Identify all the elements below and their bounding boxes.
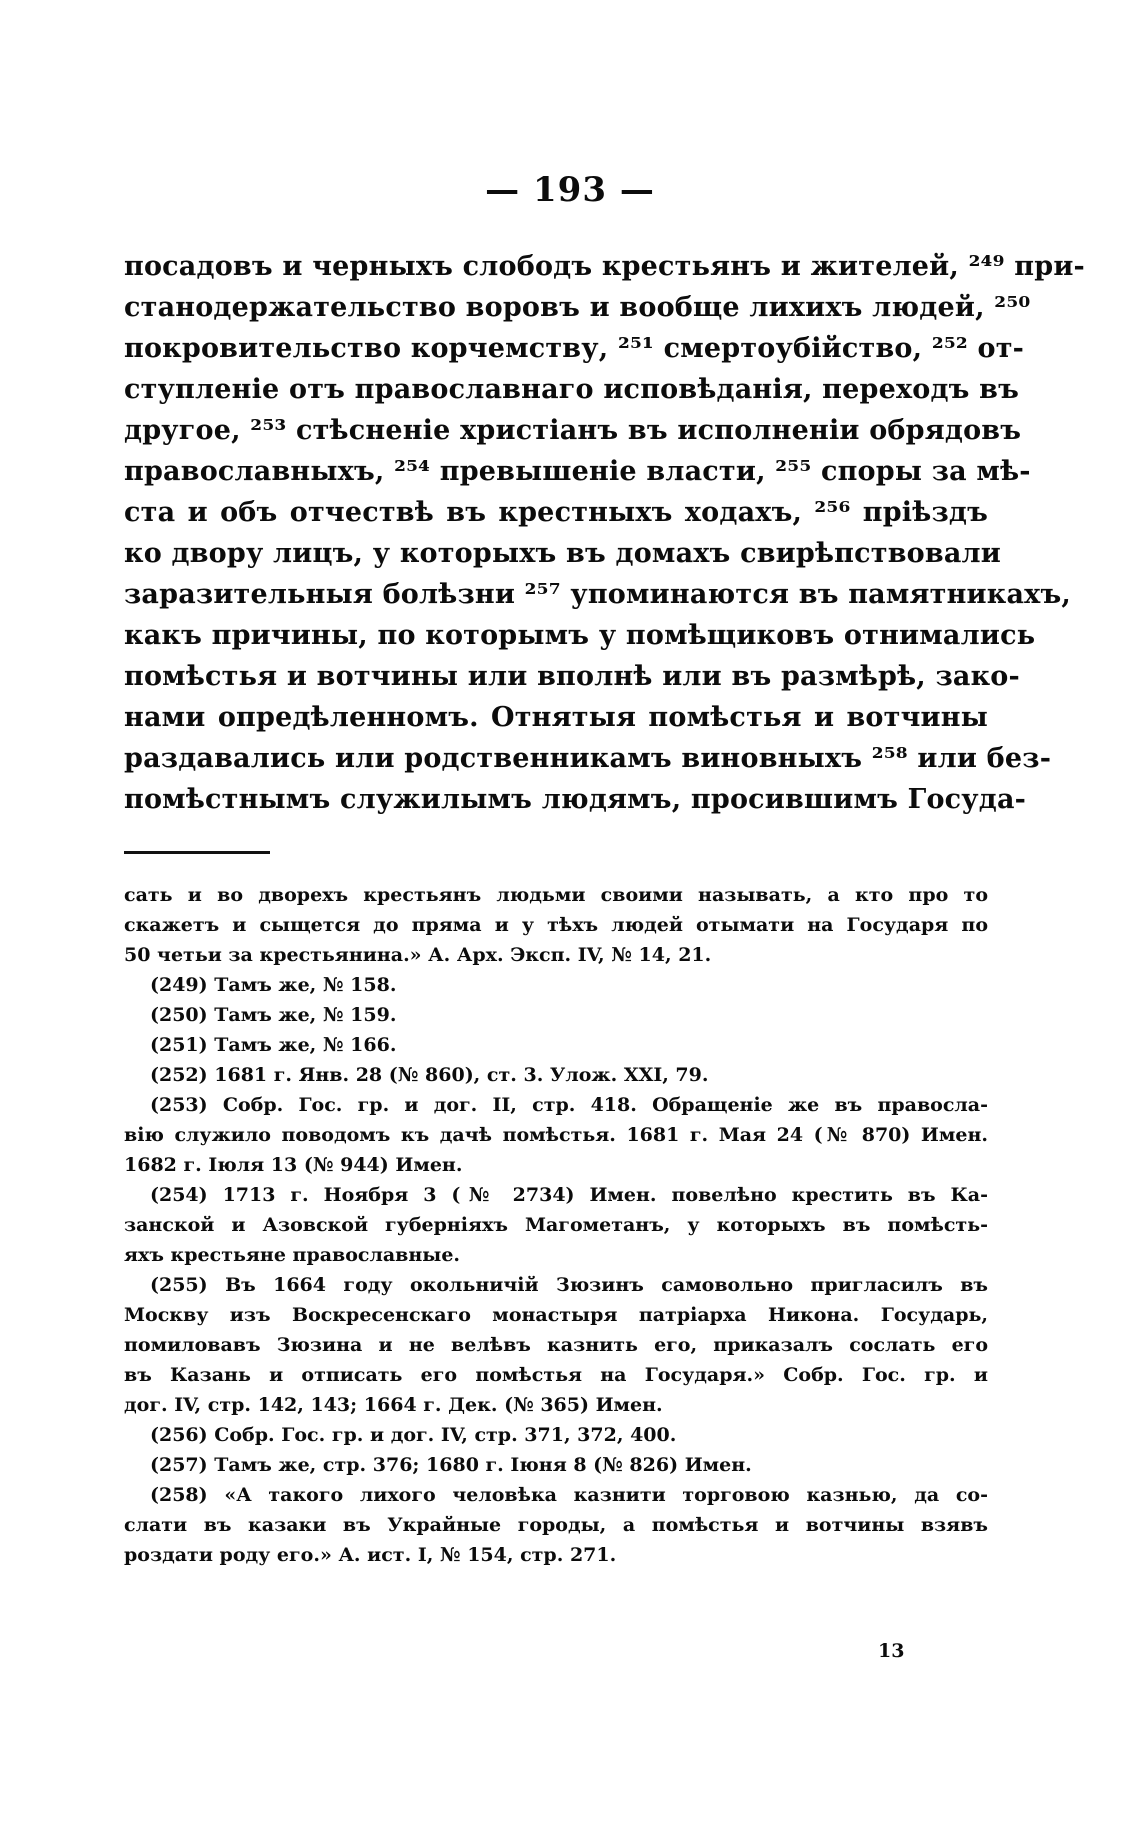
body-line: покровительство корчемству, ²⁵¹ смертоубійство, ²⁵² от- [124, 333, 1025, 364]
footnote-line: слати въ казаки въ Украйные городы, а помѣстья и вотчины взявъ [124, 1514, 988, 1536]
footnote-divider [124, 851, 270, 854]
body-line: посадовъ и черныхъ слободъ крестьянъ и жителей, ²⁴⁹ при- [124, 251, 1085, 282]
footnote-line: дог. IV, стр. 142, 143; 1664 г. Дек. (№ 365) Имен. [124, 1394, 663, 1416]
body-line: православныхъ, ²⁵⁴ превышеніе власти, ²⁵⁵ споры за мѣ- [124, 456, 1031, 487]
footnote-line: (250) Тамъ же, № 159. [150, 1004, 397, 1026]
body-line: помѣстья и вотчины или вполнѣ или въ размѣрѣ, зако- [124, 661, 1020, 692]
body-line: помѣстнымъ служилымъ людямъ, просившимъ Госуда- [124, 784, 1027, 815]
footnote-line: (257) Тамъ же, стр. 376; 1680 г. Іюня 8 (№ 826) Имен. [150, 1454, 752, 1476]
body-line: ко двору лицъ, у которыхъ въ домахъ свирѣпствовали [124, 538, 1001, 569]
footnote-line: 1682 г. Іюля 13 (№ 944) Имен. [124, 1154, 463, 1176]
footnote-line: 50 четьи за крестьянина.» А. Арх. Эксп. IV, № 14, 21. [124, 944, 712, 966]
body-line: ста и объ отчествѣ въ крестныхъ ходахъ, ²⁵⁶ пріѣздъ [124, 497, 988, 528]
footnotes [124, 880, 988, 1570]
body-line: нами опредѣленномъ. Отнятыя помѣстья и вотчины [124, 702, 988, 733]
footnote-line: вію служило поводомъ къ дачѣ помѣстья. 1681 г. Мая 24 (№ 870) Имен. [124, 1124, 988, 1146]
footnote-line: (258) «А такого лихого человѣка казнити торговою казнью, да со- [150, 1484, 988, 1506]
footnote-line: занской и Азовской губерніяхъ Магометанъ, у которыхъ въ помѣсть- [124, 1214, 988, 1236]
footnote-line: яхъ крестьяне православные. [124, 1244, 461, 1266]
footnote-line: въ Казань и отписать его помѣстья на Государя.» Собр. Гос. гр. и [124, 1364, 988, 1386]
body-line: станодержательство воровъ и вообще лихихъ людей, ²⁵⁰ [124, 292, 1031, 323]
footnote-line: (249) Тамъ же, № 158. [150, 974, 397, 996]
footnote-line: Москву изъ Воскресенскаго монастыря патріарха Никона. Государь, [124, 1304, 988, 1326]
footnote-line: (251) Тамъ же, № 166. [150, 1034, 397, 1056]
footnote-line: сать и во дворехъ крестьянъ людьми своими называть, а кто про то [124, 884, 988, 906]
footnote-line: (253) Собр. Гос. гр. и дог. II, стр. 418. Обращеніе же въ правосла- [150, 1094, 988, 1116]
body-line: ступленіе отъ православнаго исповѣданія, переходъ въ [124, 374, 1020, 405]
footnote-line: (255) Въ 1664 году окольничій Зюзинъ самовольно пригласилъ въ [150, 1274, 988, 1296]
body-line: раздавались или родственникамъ виновныхъ ²⁵⁸ или без- [124, 743, 1052, 774]
footnote-line: (254) 1713 г. Ноября 3 (№ 2734) Имен. повелѣно крестить въ Ка- [150, 1184, 988, 1206]
footnote-line: (256) Собр. Гос. гр. и дог. IV, стр. 371, 372, 400. [150, 1424, 677, 1446]
body-line: другое, ²⁵³ стѣсненіе христіанъ въ исполненіи обрядовъ [124, 415, 1022, 446]
body-text [124, 246, 1085, 820]
page-number: — 193 — [485, 170, 655, 210]
footnote-line: помиловавъ Зюзина и не велѣвъ казнить его, приказалъ сослать его [124, 1334, 988, 1356]
footnote-line: (252) 1681 г. Янв. 28 (№ 860), ст. 3. Улож. XXI, 79. [150, 1064, 709, 1086]
body-line: заразительныя болѣзни ²⁵⁷ упоминаются въ памятникахъ, [124, 579, 1071, 610]
footnote-line: роздати роду его.» А. ист. I, № 154, стр. 271. [124, 1544, 617, 1566]
signature-mark: 13 [878, 1640, 905, 1662]
body-line: какъ причины, по которымъ у помѣщиковъ отнимались [124, 620, 1036, 651]
footnote-line: скажетъ и сыщется до пряма и у тѣхъ людей отымати на Государя по [124, 914, 988, 936]
